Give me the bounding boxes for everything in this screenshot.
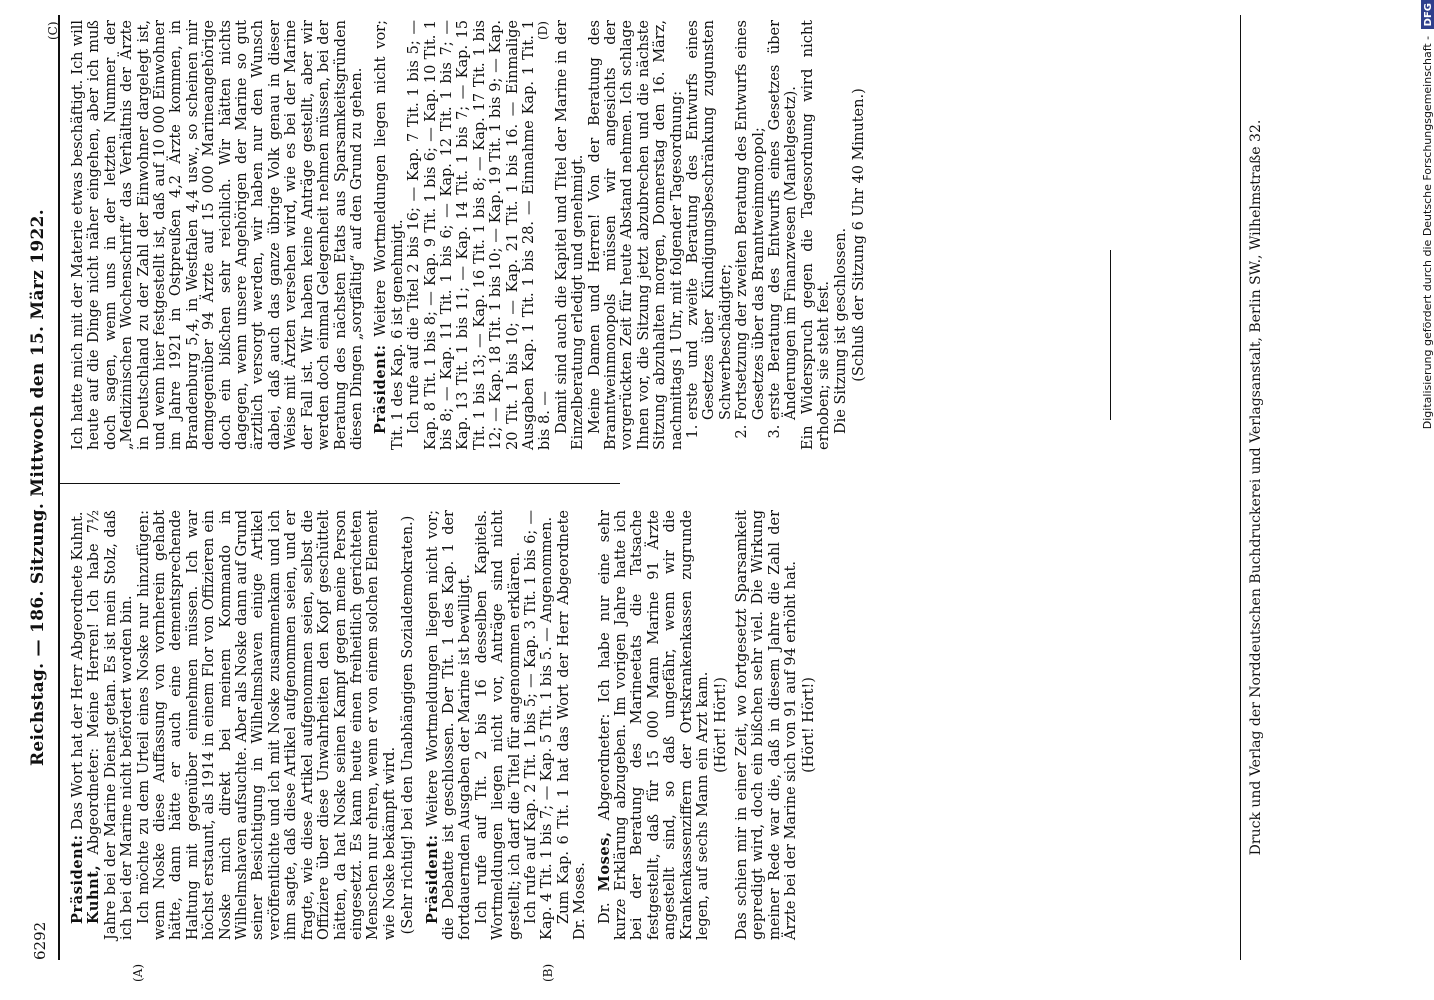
imprint-rule: [1240, 15, 1241, 960]
speaker-name: Moses,: [595, 831, 613, 892]
digitization-text: Digitalisierung gefördert durch die Deutsche Forschungsgemeinschaft -: [1421, 35, 1434, 430]
page-number: 6292: [31, 921, 49, 960]
page-header: [28, 15, 58, 960]
column-divider: [60, 483, 620, 484]
agenda-item: 1. erste und zweite Beratung des Entwurfs eines Gesetzes über Kündigungsbeschränkung zugunsten Schwerbeschädigter;: [685, 20, 734, 420]
paragraph: Die Sitzung ist geschlossen.: [832, 227, 849, 434]
paragraph-text: Weitere Wortmeldungen liegen nicht vor; Tit. 1 des Kap. 6 ist genehmigt.: [373, 20, 406, 450]
speaker-name: Präsident:: [423, 834, 441, 924]
paragraph-text: Abgeordneter: Ich habe nur eine sehr kurze Erklärung abzugeben. Im vorigen Jahre hatte ich bei der Beratung des Marineetats die Tatsache festgestellt, daß für 15 000 Mann Marine 91 Ärzte angestellt sind, so daß ungefähr, wenn wir die Krankenkassenziffern der Ortskrankenkassen zugrunde legen, auf sechs Mann ein Arzt kam.: [596, 509, 712, 940]
paragraph: [70, 510, 86, 940]
margin-mark-a: (A): [131, 963, 145, 982]
paragraph: Damit sind auch die Kapitel und Titel der Marine in der Einzelberatung erledigt und genehmigt.: [553, 20, 587, 450]
speaker-title: Dr.: [596, 891, 613, 924]
paragraph: Meine Damen und Herren! Von der Beratung des Branntweinmonopols müssen wir angesichts der vorgerückten Zeit für heute Abstand nehmen. Ich schlage Ihnen vor, die Sitzung jetzt abzubrechen und die nächste Sitzung abzuhalten morgen, Donnerstag den 16. März, nachmittags 1 Uhr, mit folgender Tagesordnung:: [586, 20, 685, 450]
margin-mark-c: (C): [46, 21, 60, 40]
paragraph: [425, 510, 474, 940]
speaker-name: Präsident:: [69, 834, 86, 924]
agenda-list: [685, 20, 800, 450]
left-column: [70, 510, 822, 940]
header-rule: [58, 15, 60, 960]
interjection: (Sehr richtig! bei den Unabhängigen Sozialdemokraten.): [400, 515, 417, 935]
paragraph-text: Weitere Wortmeldungen liegen nicht vor; die Debatte ist geschlossen. Der Tit. 1 des Kap. 1 der fortdauernden Ausgaben der Marine ist bewilligt.: [424, 510, 474, 940]
paragraph: [86, 510, 135, 940]
paragraph: Ich hatte mich mit der Materie etwas beschäftigt. Ich will heute auf die Dinge nicht näher eingehen, aber ich muß doch sagen, wenn uns in der letzten Nummer der „Medizinischen Wochenschrift“ das Verhältnis der Ärzte in Deutschland zu der Zahl der Einwohner dargelegt ist, und wenn hier festgestellt ist, daß auf 10 000 Einwohner im Jahre 1921 in Ostpreußen 4,2 Ärzte kommen, in Brandenburg 5,4, in Westfalen 4,4 usw., so scheinen mir demgegenüber 94 Ärzte auf 15 000 Marineangehörige doch ein bißchen sehr reichlich. Wir hätten nichts dagegen, wenn unsere Angehörigen der Marine so gut ärztlich versorgt werden, wir haben nur den Wunsch dabei, daß auch das ganze übrige Volk genau in dieser Weise mit Ärzten versehen wird, wie es bei der Marine der Fall ist. Wir haben keine Anträge gestellt, aber wir werden doch einmal Gelegenheit nehmen müssen, bei der Beratung des nächsten Etats aus Sparsamkeitsgründen diesen Dingen „sorgfältig“ auf den Grund zu gehen.: [70, 20, 365, 450]
dfg-logo-icon: DFG: [1421, 0, 1434, 29]
end-rule: [1110, 250, 1111, 420]
paragraph: Das schien mir in einer Zeit, wo fortgesetzt Sparsamkeit gepredigt wird, doch ein bißchen sehr viel. Die Wirkung meiner Rede war die, daß in diesem Jahre die Zahl der Ärzte bei der Marine sich von 91 auf 94 erhöht hat.: [733, 510, 800, 940]
paragraph: Zum Kap. 6 Tit. 1 hat das Wort der Herr Abgeordnete Dr. Moses.: [555, 510, 589, 940]
margin-mark-b: (B): [541, 963, 555, 982]
agenda-item: 2. Fortsetzung der zweiten Beratung des Entwurfs eines Gesetzes über das Branntweinmonopol;: [734, 20, 767, 420]
paragraph: Ich rufe auf Kap. 2 Tit. 1 bis 5; — Kap. 3 Tit. 1 bis 6; — Kap. 4 Tit. 1 bis 7; — Kap. 5 Tit. 1 bis 5. — Angenommen.: [522, 510, 556, 940]
speaker-name: Präsident:: [372, 344, 390, 434]
running-title: Reichstag. — 186. Sitzung. Mittwoch den 15. März 1922.: [28, 208, 48, 767]
paragraph: [373, 20, 406, 450]
right-column: [70, 20, 872, 450]
speaker-name: Kuhnt,: [85, 864, 103, 924]
interjection: (Hört! Hört!): [801, 677, 818, 773]
interjection: (Hört! Hört!): [713, 677, 730, 773]
paragraph: [597, 510, 712, 940]
closing-note: (Schluß der Sitzung 6 Uhr 40 Minuten.): [851, 88, 868, 382]
paragraph: Ich möchte zu dem Urteil eines Noske nur hinzufügen: wenn Noske diese Auffassung von vornherein gehabt hätte, dann hätte er auch eine dementsprechende Haltung mit gegenüber einnehmen müssen. Ich war höchst erstaunt, als 1914 in einem Flor von Offizieren ein Noske mich direkt bei meinem Kommando in Wilhelmshaven aufsuchte. Aber als Noske dann auf Grund seiner Besichtigung in Wilhelmshaven einige Artikel veröffentlichte und ich mit Noske zusammenkam und ich ihm sagte, daß diese Artikel aufgenommen seien, und er fragte, wie diese Artikel aufgenommen seien, selbst die Offiziere über diese Unwahrheiten den Kopf geschüttelt hätten, da hat Noske seinen Kampf gegen meine Person eingesetzt. Es kann heute einen freiheitlich gerichteten Menschen nur ehren, wenn er von einem solchen Element wie Noske bekämpft wird.: [135, 510, 398, 940]
agenda-item: 3. erste Beratung des Entwurfs eines Gesetzes über Änderungen im Finanzwesen (Mantelgesetz).: [767, 20, 800, 420]
margin-mark-d: (D): [536, 21, 550, 40]
paragraph: Ein Widerspruch gegen die Tagesordnung wird nicht erhoben; sie steht fest.: [799, 20, 833, 450]
printer-imprint: Druck und Verlag der Norddeutschen Buchdruckerei und Verlagsanstalt, Berlin SW., Wilhelmstraße 32.: [1248, 119, 1264, 856]
paragraph-text: Abgeordneter: Meine Herren! Ich habe 7½ Jahre bei der Marine Dienst getan. Es ist mein Stolz, daß ich bei der Marine nicht befördert worden bin.: [86, 510, 136, 940]
paragraph: Ich rufe auf die Titel 2 bis 16; — Kap. 7 Tit. 1 bis 5; — Kap. 8 Tit. 1 bis 8; — Kap. 9 Tit. 1 bis 6; — Kap. 10 Tit. 1 bis 8; — Kap. 11 Tit. 1 bis 6; — Kap. 12 Tit. 1 bis 7; — Kap. 13 Tit. 1 bis 11; — Kap. 14 Tit. 1 bis 7; — Kap. 15 Tit. 1 bis 13; — Kap. 16 Tit. 1 bis 8; — Kap. 17 Tit. 1 bis 12; — Kap. 18 Tit. 1 bis 10; — Kap. 19 Tit. 1 bis 9; — Kap. 20 Tit. 1 bis 10; — Kap. 21 Tit. 1 bis 16. — Einmalige Ausgaben Kap. 1 Tit. 1 bis 28. — Einnahme Kap. 1 Tit. 1 bis 8. —: [406, 20, 554, 450]
paragraph: Ich rufe auf Tit. 2 bis 16 desselben Kapitels. Wortmeldungen liegen nicht vor, Anträge sind nicht gestellt; ich darf die Titel für angenommen erklären.: [473, 510, 523, 940]
digitization-note: [1420, 0, 1434, 1000]
paragraph-text: Das Wort hat der Herr Abgeordnete Kuhnt.: [70, 511, 86, 835]
